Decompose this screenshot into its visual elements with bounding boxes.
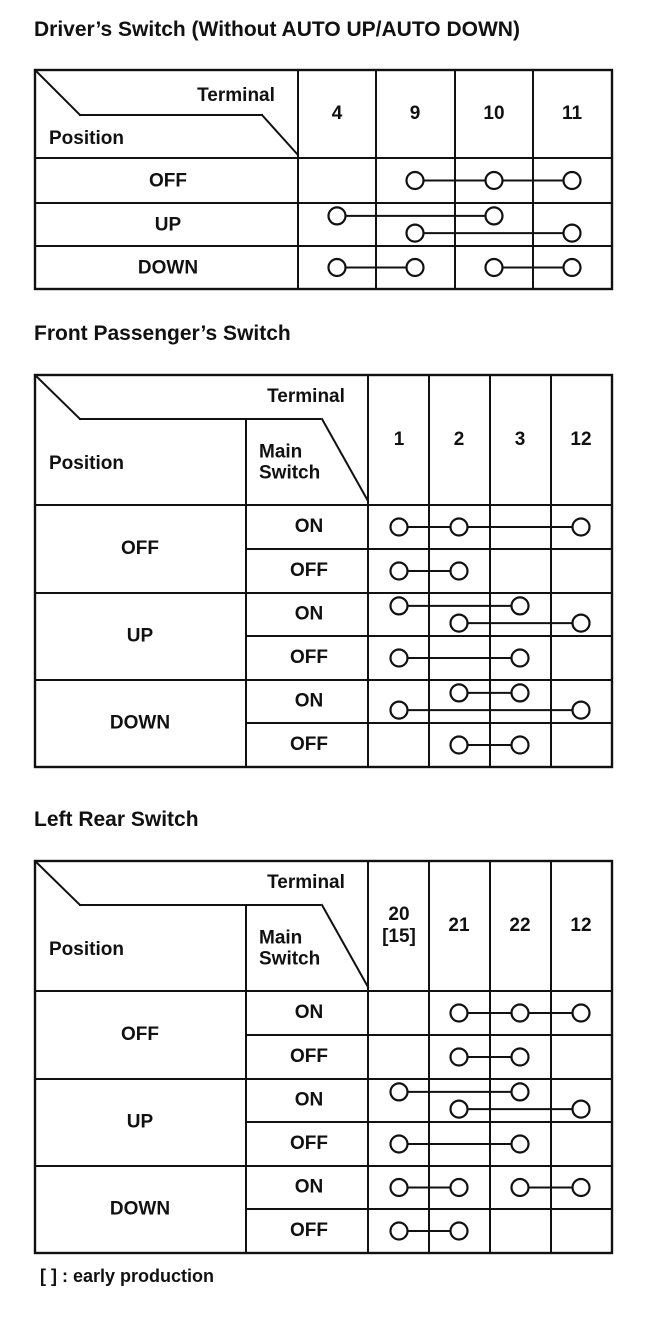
left-rear-terminal-1-contact [391,1179,408,1196]
front-passenger-terminal-number: 12 [570,429,592,451]
left-rear-terminal-2-contact [451,1179,468,1196]
drivers-switch-terminal-number: 4 [331,103,343,125]
drivers-switch-terminal-number: 11 [561,103,583,125]
front-passenger-terminal-2-contact [451,737,468,754]
front-passenger-main-switch-on: ON [294,516,324,538]
front-passenger-terminal-1-contact [391,702,408,719]
left-rear-terminal-2-contact [451,1049,468,1066]
left-rear-position-off: OFF [121,1024,159,1046]
left-rear-main-switch-on: ON [294,1002,324,1024]
front-passenger-main-switch-off: OFF [290,560,328,582]
left-rear-terminal-3-contact [512,1005,529,1022]
left-rear-position-label: Position [49,939,124,961]
left-rear-main-switch-off: OFF [290,1046,328,1068]
drivers-switch-terminal-1-contact [329,259,346,276]
drivers-switch-header-diagonal [262,115,298,155]
left-rear-header-diagonal [322,905,368,987]
left-rear-terminal-3-contact [512,1083,529,1100]
front-passenger-position-up: UP [126,625,154,647]
front-passenger-main-switch-off: OFF [290,647,328,669]
left-rear-terminal-number: [15] [382,926,416,948]
drivers-switch-terminal-3-contact [486,259,503,276]
front-passenger-terminal-4-contact [573,615,590,632]
left-rear-main-switch-off: OFF [290,1133,328,1155]
front-passenger-terminal-3-contact [512,597,529,614]
left-rear-switch-title: Left Rear Switch [34,808,199,831]
front-passenger-header-diagonal [35,375,80,419]
left-rear-main-switch-label: Switch [259,948,321,970]
front-passenger-main-switch-label: Switch [259,462,321,484]
left-rear-terminal-2-contact [451,1223,468,1240]
drivers-switch-terminal-3-contact [486,207,503,224]
front-passenger-terminal-2-contact [451,684,468,701]
drivers-switch-position-up: UP [154,214,182,236]
front-passenger-main-switch-on: ON [294,603,324,625]
left-rear-terminal-1-contact [391,1083,408,1100]
early-production-note: [ ] : early production [40,1266,215,1286]
left-rear-terminal-2-contact [451,1101,468,1118]
drivers-switch-header-diagonal [35,70,80,115]
front-passenger-terminal-4-contact [573,519,590,536]
drivers-switch-position-off: OFF [149,170,187,192]
drivers-switch-position-label: Position [49,128,124,150]
left-rear-terminal-label: Terminal [267,872,345,894]
left-rear-main-switch-on: ON [294,1176,324,1198]
drivers-switch-terminal-4-contact [564,259,581,276]
front-passenger-header-diagonal [322,419,368,501]
front-passenger-main-switch-label: Main [259,441,303,463]
front-passenger-terminal-3-contact [512,650,529,667]
left-rear-header-diagonal [35,861,80,905]
left-rear-terminal-number: 20 [388,904,410,926]
left-rear-terminal-4-contact [573,1101,590,1118]
front-passenger-switch-title: Front Passenger’s Switch [34,322,291,345]
left-rear-terminal-1-contact [391,1136,408,1153]
drivers-switch-terminal-4-contact [564,225,581,242]
left-rear-terminal-2-contact [451,1005,468,1022]
drivers-switch-terminal-2-contact [407,225,424,242]
left-rear-main-switch-off: OFF [290,1220,328,1242]
front-passenger-position-down: DOWN [109,712,171,734]
front-passenger-terminal-number: 2 [453,429,465,451]
drivers-switch-position-down: DOWN [137,257,199,279]
left-rear-terminal-4-contact [573,1005,590,1022]
left-rear-terminal-4-contact [573,1179,590,1196]
front-passenger-terminal-1-contact [391,563,408,580]
front-passenger-terminal-number: 1 [393,429,405,451]
drivers-switch-terminal-number: 10 [483,103,505,125]
drivers-switch-terminal-1-contact [329,207,346,224]
front-passenger-main-switch-off: OFF [290,734,328,756]
drivers-switch-terminal-number: 9 [409,103,421,125]
drivers-switch-terminal-2-contact [407,172,424,189]
left-rear-position-up: UP [126,1111,154,1133]
front-passenger-terminal-4-contact [573,702,590,719]
left-rear-terminal-3-contact [512,1179,529,1196]
front-passenger-terminal-2-contact [451,615,468,632]
front-passenger-terminal-2-contact [451,563,468,580]
left-rear-main-switch-on: ON [294,1089,324,1111]
drivers-switch-terminal-3-contact [486,172,503,189]
drivers-switch-title: Driver’s Switch (Without AUTO UP/AUTO DOWN) [34,18,520,41]
front-passenger-terminal-3-contact [512,737,529,754]
front-passenger-terminal-1-contact [391,650,408,667]
front-passenger-main-switch-on: ON [294,690,324,712]
left-rear-main-switch-label: Main [259,927,303,949]
left-rear-terminal-number: 22 [509,915,531,937]
front-passenger-terminal-1-contact [391,597,408,614]
left-rear-terminal-number: 21 [448,915,470,937]
front-passenger-terminal-1-contact [391,519,408,536]
left-rear-terminal-1-contact [391,1223,408,1240]
front-passenger-position-off: OFF [121,538,159,560]
drivers-switch-terminal-label: Terminal [197,85,275,107]
front-passenger-position-label: Position [49,453,124,475]
left-rear-terminal-3-contact [512,1049,529,1066]
front-passenger-terminal-2-contact [451,519,468,536]
front-passenger-terminal-label: Terminal [267,386,345,408]
left-rear-position-down: DOWN [109,1198,171,1220]
left-rear-terminal-number: 12 [570,915,592,937]
front-passenger-terminal-number: 3 [514,429,526,451]
left-rear-terminal-3-contact [512,1136,529,1153]
drivers-switch-terminal-4-contact [564,172,581,189]
drivers-switch-terminal-2-contact [407,259,424,276]
front-passenger-terminal-3-contact [512,684,529,701]
